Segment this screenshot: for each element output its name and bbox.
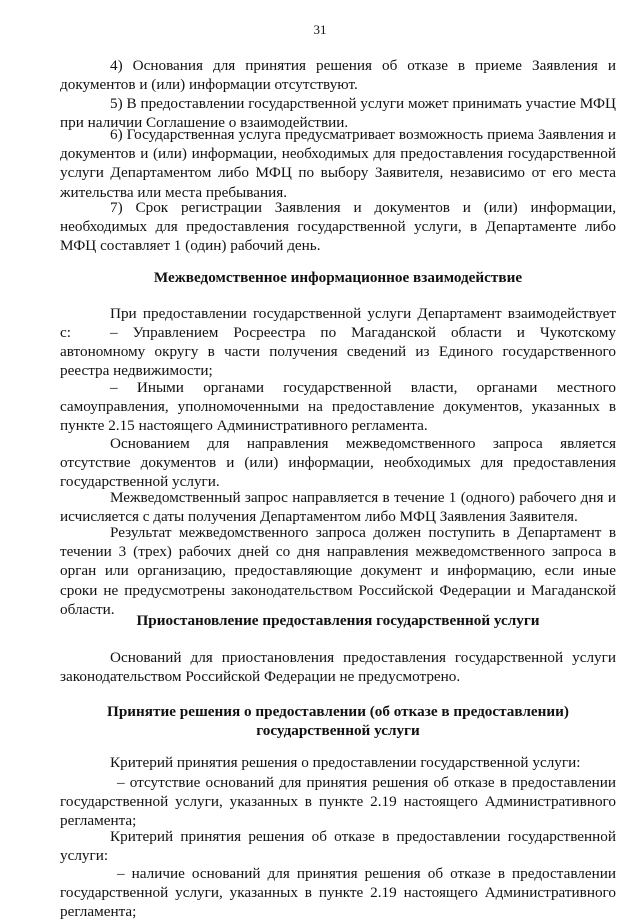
interagency-item-other-bodies: – Иными органами государственной власти, органами местного самоуправления, уполномоченными на предоставление документов, указанных в пункте 2.15 настоящего Административного регламента.: [60, 379, 616, 435]
criterion-refusal-item: – наличие оснований для принятия решения об отказе в предоставлении государственной услуги, указанных в пункте 2.19 настоящего Административного регламента;: [60, 865, 616, 921]
interagency-item-rosreestr: – Управлением Росреестра по Магаданской области и Чукотскому автономному округу в части получения сведений из Единого государственного реестра недвижимости;: [60, 324, 616, 380]
section-heading-decision-line-2: государственной услуги: [256, 722, 420, 739]
suspension-text: Оснований для приостановления предоставления государственной услуги законодательством Российской Федерации не предусмотрено.: [60, 649, 616, 686]
interagency-paragraph-basis: Основанием для направления межведомственного запроса является отсутствие документов и (или) информации, необходимых для предоставления государственной услуги.: [60, 435, 616, 491]
criterion-grant: Критерий принятия решения о предоставлении государственной услуги:: [110, 754, 581, 771]
paragraph-item-4: 4) Основания для принятия решения об отказе в приеме Заявления и документов и (или) информации отсутствуют.: [60, 57, 616, 94]
interagency-paragraph-request: Межведомственный запрос направляется в течение 1 (одного) рабочего дня и исчисляется с даты получения Департаментом либо МФЦ Заявления Заявителя.: [60, 489, 616, 526]
criterion-refusal: Критерий принятия решения об отказе в предоставлении государственной услуги:: [60, 828, 616, 865]
page-number: 31: [313, 22, 327, 37]
paragraph-item-5: 5) В предоставлении государственной услуги может принимать участие МФЦ при наличии Соглашение о взаимодействии.: [60, 95, 616, 132]
criterion-grant-item: – отсутствие оснований для принятия решения об отказе в предоставлении государственной услуги, указанных в пункте 2.19 настоящего Административного регламента;: [60, 774, 616, 830]
section-heading-suspension: Приостановление предоставления государственной услуги: [136, 612, 540, 629]
section-heading-decision-line-1: Принятие решения о предоставлении (об отказе в предоставлении): [107, 703, 569, 720]
interagency-paragraph-result: Результат межведомственного запроса должен поступить в Департамент в течении 3 (трех) рабочих дней со дня направления межведомственного запроса в орган или организацию, предоставляющие документ и информацию, если иные сроки не предусмотрены законодательством Российской Федерации и Магаданской области.: [60, 524, 616, 618]
paragraph-item-7: 7) Срок регистрации Заявления и документов и (или) информации, необходимых для предоставления государственной услуги, в Департаменте либо МФЦ составляет 1 (один) рабочий день.: [60, 199, 616, 255]
paragraph-item-6: 6) Государственная услуга предусматривает возможность приема Заявления и документов и (или) информации, необходимых для предоставления государственной услуги Департаментом либо МФЦ по выбору Заявителя, независимо от его места жительства или места пребывания.: [60, 126, 616, 201]
interagency-intro: При предоставлении государственной услуги Департамент взаимодействует с:: [60, 305, 616, 342]
section-heading-interagency: Межведомственное информационное взаимодействие: [153, 269, 523, 286]
